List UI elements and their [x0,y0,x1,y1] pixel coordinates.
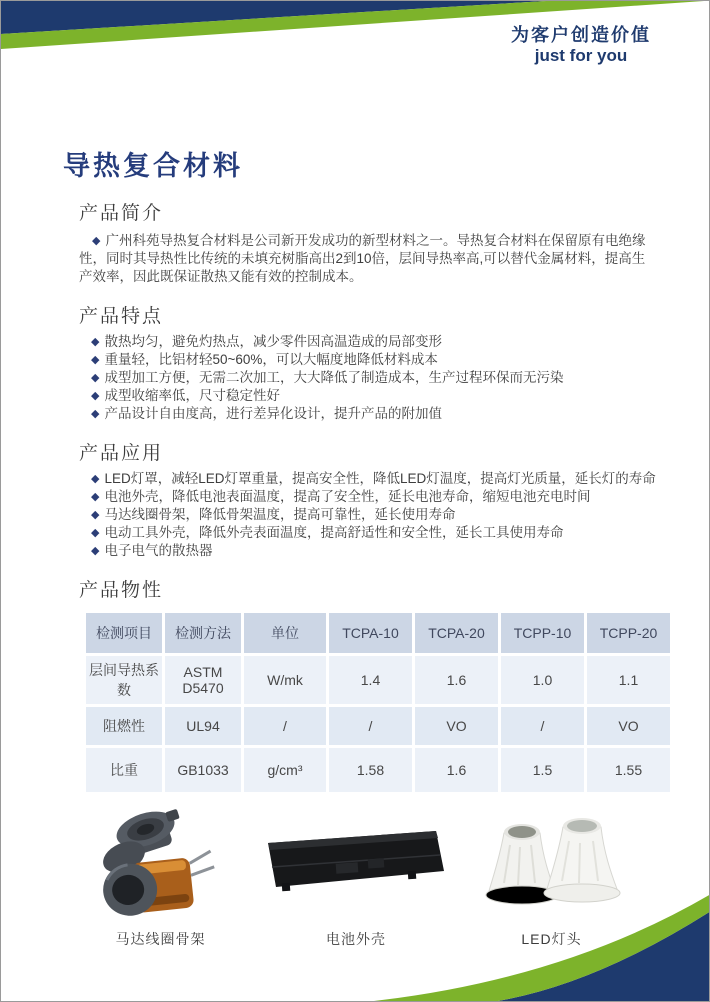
table-cell: 1.4 [329,656,412,704]
page-title: 导热复合材料 [63,151,243,181]
table-header-row [86,613,670,653]
table-cell: UL94 [165,707,241,745]
slogan-chinese: 为客户创造价值 [511,25,651,45]
table-cell: 1.6 [415,748,498,792]
table-cell: 1.5 [501,748,584,792]
feature-text: 产品设计自由度高，进行差异化设计，提升产品的附加值 [104,406,442,421]
table-row [86,748,670,792]
diamond-bullet-icon: ◆ [91,372,100,384]
gallery-caption: 电池外壳 [326,931,386,947]
application-text: 电池外壳，降低电池表面温度，提高了安全性，延长电池寿命，缩短电池充电时间 [104,489,591,504]
gallery-item-led-head [454,805,649,949]
section-heading-features: 产品特点 [79,306,164,327]
intro-paragraph [79,232,649,286]
table-cell: 1.0 [501,656,584,704]
properties-table [83,610,673,795]
diamond-bullet-icon: ◆ [91,390,100,402]
application-text: 电子电气的散热器 [104,543,213,558]
section-heading-applications: 产品应用 [79,443,164,464]
table-cell: / [329,707,412,745]
section-heading-intro: 产品简介 [79,203,164,224]
diamond-bullet-icon: ◆ [91,473,100,485]
application-text: 马达线圈骨架，降低骨架温度，提高可靠性，延长使用寿命 [104,507,456,522]
diamond-bullet-icon: ◆ [91,491,100,503]
table-cell: 层间导热系数 [86,656,162,704]
col-header: 检测方法 [165,613,241,653]
list-item [91,333,649,351]
product-gallery [63,805,649,949]
table-cell: 1.58 [329,748,412,792]
table-cell: 阻燃性 [86,707,162,745]
table-row [86,707,670,745]
table-cell: 1.55 [587,748,670,792]
diamond-bullet-icon: ◆ [91,509,100,521]
slogan-english: just for you [534,46,628,65]
list-item [91,470,656,488]
table-cell: ASTM D5470 [165,656,241,704]
features-list [91,333,649,423]
application-text: LED灯罩，减轻LED灯罩重量，提高安全性，降低LED灯温度，提高灯光质量，延长灯的寿命 [104,471,656,486]
gallery-item-battery-case [258,805,454,949]
diamond-bullet-icon: ◆ [92,235,101,247]
col-header: TCPP-10 [501,613,584,653]
table-cell: / [501,707,584,745]
list-item [91,488,649,506]
gallery-caption: LED灯头 [521,931,582,947]
list-item [91,405,649,423]
gallery-item-motor-coil [63,805,258,949]
col-header: TCPA-10 [329,613,412,653]
col-header: TCPA-20 [415,613,498,653]
page-content [63,149,658,949]
applications-list [91,470,656,560]
list-item [91,369,649,387]
feature-text: 成型收缩率低，尺寸稳定性好 [104,388,280,403]
table-cell: VO [587,707,670,745]
motor-coil-image [86,805,236,923]
list-item [91,506,649,524]
led-lamp-image [477,805,627,923]
table-cell: / [244,707,326,745]
table-cell: VO [415,707,498,745]
list-item [91,542,649,560]
table-cell: W/mk [244,656,326,704]
list-item [91,387,649,405]
intro-text: 广州科苑导热复合材料是公司新开发成功的新型材料之一。导热复合材料在保留原有电绝缘性，同时其导热性比传统的未填充树脂高出2到10倍，层间导热率高,可以替代金属材料，提高生产效率，因此既保证散热又能有效的控制成本。 [79,233,646,284]
table-cell: 1.6 [415,656,498,704]
diamond-bullet-icon: ◆ [91,354,100,366]
application-text: 电动工具外壳，降低外壳表面温度，提高舒适性和安全性，延长工具使用寿命 [104,525,564,540]
col-header: TCPP-20 [587,613,670,653]
diamond-bullet-icon: ◆ [91,336,100,348]
feature-text: 重量轻，比铝材轻50~60%，可以大幅度地降低材料成本 [104,352,438,367]
col-header: 单位 [244,613,326,653]
diamond-bullet-icon: ◆ [91,545,100,557]
col-header: 检测项目 [86,613,162,653]
section-heading-properties: 产品物性 [79,580,164,601]
table-row [86,656,670,704]
battery-case-image [258,805,454,923]
diamond-bullet-icon: ◆ [91,408,100,420]
feature-text: 散热均匀，避免灼热点，减少零件因高温造成的局部变形 [104,334,442,349]
gallery-caption: 马达线圈骨架 [115,931,206,947]
diamond-bullet-icon: ◆ [91,527,100,539]
table-cell: 1.1 [587,656,670,704]
table-cell: GB1033 [165,748,241,792]
header-slogan [511,25,651,66]
list-item [91,351,649,369]
table-cell: g/cm³ [244,748,326,792]
list-item [91,524,649,542]
feature-text: 成型加工方便，无需二次加工，大大降低了制造成本，生产过程环保而无污染 [104,370,564,385]
table-cell: 比重 [86,748,162,792]
